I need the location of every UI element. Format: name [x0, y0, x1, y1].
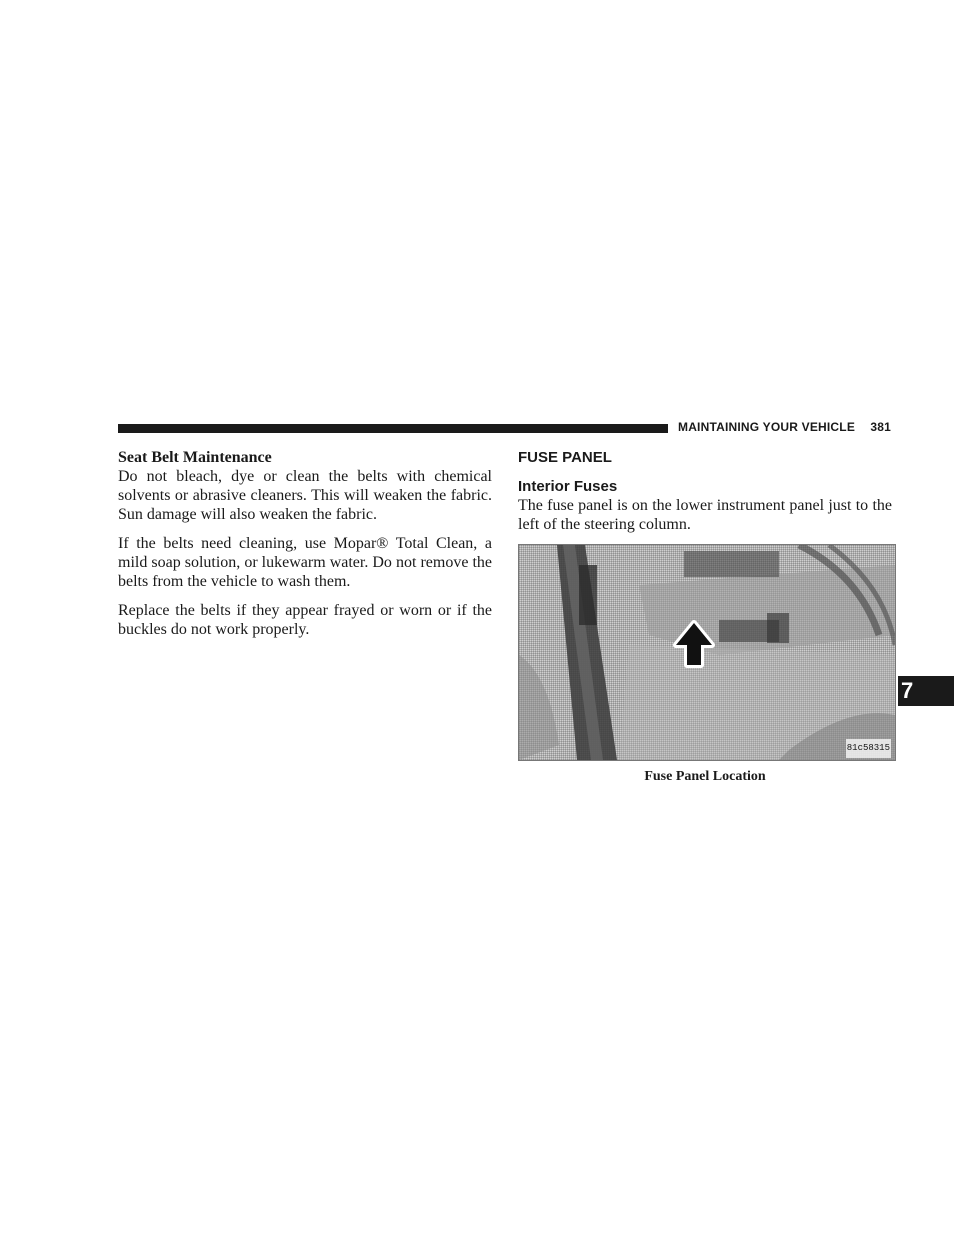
paragraph: The fuse panel is on the lower instrument panel just to the left of the steering column.	[518, 497, 892, 533]
figure-caption: Fuse Panel Location	[644, 769, 766, 784]
page-number: 381	[870, 420, 891, 434]
figure-code: 81c58315	[846, 739, 891, 758]
right-column	[518, 448, 892, 800]
paragraph: Do not bleach, dye or clean the belts with chemical solvents or abrasive cleaners. This will weaken the fabric. Sun damage will also weaken the fabric.	[118, 468, 492, 523]
fuse-panel-heading: FUSE PANEL	[518, 449, 612, 466]
header-rule	[118, 424, 668, 433]
section-title: MAINTAINING YOUR VEHICLE	[678, 420, 856, 434]
left-column	[118, 448, 492, 639]
paragraph: Replace the belts if they appear frayed or worn or if the buckles do not work properly.	[118, 602, 492, 638]
fuse-panel-illustration	[519, 545, 895, 760]
running-header	[678, 420, 891, 434]
paragraph: If the belts need cleaning, use Mopar® Total Clean, a mild soap solution, or lukewarm water. Do not remove the belts from the vehicle to wash them.	[118, 535, 492, 590]
seat-belt-heading: Seat Belt Maintenance	[118, 449, 272, 466]
chapter-tab: 7	[898, 676, 954, 706]
fuse-panel-figure	[518, 544, 896, 761]
interior-fuses-heading: Interior Fuses	[518, 478, 618, 495]
